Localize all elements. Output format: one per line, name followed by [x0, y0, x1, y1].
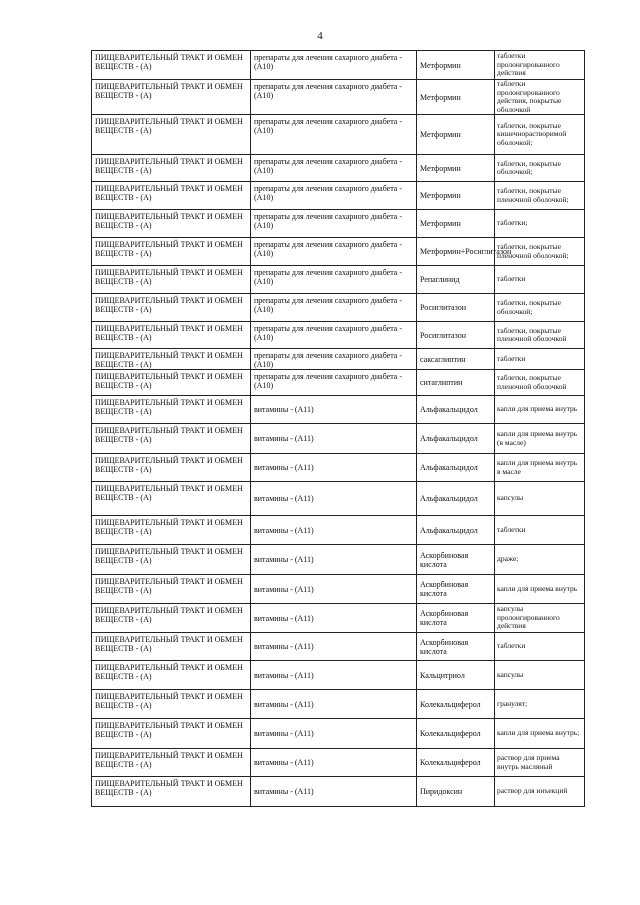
- drug-name-cell: Росиглитазон: [417, 294, 495, 322]
- subgroup-cell: препараты для лечения сахарного диабета - (А10): [251, 322, 417, 349]
- group-cell: ПИЩЕВАРИТЕЛЬНЫЙ ТРАКТ И ОБМЕН ВЕЩЕСТВ - (А): [92, 396, 251, 424]
- dosage-form-cell: таблетки пролонгированного действия: [495, 51, 585, 80]
- dosage-form-cell: таблетки: [495, 266, 585, 294]
- group-cell: ПИЩЕВАРИТЕЛЬНЫЙ ТРАКТ И ОБМЕН ВЕЩЕСТВ - (А): [92, 749, 251, 777]
- dosage-form-cell: таблетки, покрытые пленочной оболочкой: [495, 370, 585, 396]
- drug-name-cell: Метформин: [417, 115, 495, 155]
- table-row: [92, 777, 585, 807]
- dosage-form-cell: таблетки, покрытые кишечнорастворимой оболочкой;: [495, 115, 585, 155]
- subgroup-cell: витамины - (А11): [251, 633, 417, 661]
- drug-list-table: [91, 50, 585, 807]
- group-cell: ПИЩЕВАРИТЕЛЬНЫЙ ТРАКТ И ОБМЕН ВЕЩЕСТВ - (А): [92, 777, 251, 807]
- table-row: [92, 396, 585, 424]
- table-row: [92, 424, 585, 454]
- dosage-form-cell: капли для приема внутрь в масле: [495, 454, 585, 482]
- subgroup-cell: препараты для лечения сахарного диабета - (А10): [251, 80, 417, 115]
- dosage-form-cell: таблетки, покрытые оболочкой;: [495, 155, 585, 182]
- drug-name-cell: Пиридоксин: [417, 777, 495, 807]
- group-cell: ПИЩЕВАРИТЕЛЬНЫЙ ТРАКТ И ОБМЕН ВЕЩЕСТВ - (А): [92, 322, 251, 349]
- page-number: 4: [317, 30, 323, 42]
- drug-name-cell: Колекальциферол: [417, 719, 495, 749]
- subgroup-cell: препараты для лечения сахарного диабета - (А10): [251, 115, 417, 155]
- subgroup-cell: препараты для лечения сахарного диабета - (А10): [251, 370, 417, 396]
- table-row: [92, 51, 585, 80]
- subgroup-cell: витамины - (А11): [251, 690, 417, 719]
- drug-name-cell: ситаглиптин: [417, 370, 495, 396]
- group-cell: ПИЩЕВАРИТЕЛЬНЫЙ ТРАКТ И ОБМЕН ВЕЩЕСТВ - (А): [92, 266, 251, 294]
- group-cell: ПИЩЕВАРИТЕЛЬНЫЙ ТРАКТ И ОБМЕН ВЕЩЕСТВ - (А): [92, 182, 251, 210]
- group-cell: ПИЩЕВАРИТЕЛЬНЫЙ ТРАКТ И ОБМЕН ВЕЩЕСТВ - (А): [92, 516, 251, 545]
- subgroup-cell: витамины - (А11): [251, 604, 417, 633]
- table-row: [92, 238, 585, 266]
- dosage-form-cell: капсулы: [495, 482, 585, 516]
- drug-name-cell: Метформин: [417, 51, 495, 80]
- dosage-form-cell: капсулы пролонгированного действия: [495, 604, 585, 633]
- subgroup-cell: препараты для лечения сахарного диабета - (А10): [251, 182, 417, 210]
- drug-name-cell: Метформин: [417, 80, 495, 115]
- group-cell: ПИЩЕВАРИТЕЛЬНЫЙ ТРАКТ И ОБМЕН ВЕЩЕСТВ - (А): [92, 454, 251, 482]
- subgroup-cell: препараты для лечения сахарного диабета - (А10): [251, 51, 417, 80]
- dosage-form-cell: капсулы: [495, 661, 585, 690]
- table-row: [92, 575, 585, 604]
- table-row: [92, 545, 585, 575]
- drug-name-cell: Метформин: [417, 210, 495, 238]
- dosage-form-cell: капли для приема внутрь: [495, 575, 585, 604]
- group-cell: ПИЩЕВАРИТЕЛЬНЫЙ ТРАКТ И ОБМЕН ВЕЩЕСТВ - (А): [92, 575, 251, 604]
- dosage-form-cell: капли для приема внутрь (в масле): [495, 424, 585, 454]
- drug-name-cell: Колекальциферол: [417, 749, 495, 777]
- table-row: [92, 633, 585, 661]
- group-cell: ПИЩЕВАРИТЕЛЬНЫЙ ТРАКТ И ОБМЕН ВЕЩЕСТВ - (А): [92, 294, 251, 322]
- table-row: [92, 182, 585, 210]
- group-cell: ПИЩЕВАРИТЕЛЬНЫЙ ТРАКТ И ОБМЕН ВЕЩЕСТВ - (А): [92, 690, 251, 719]
- dosage-form-cell: капли для приема внутрь: [495, 396, 585, 424]
- dosage-form-cell: таблетки: [495, 349, 585, 370]
- group-cell: ПИЩЕВАРИТЕЛЬНЫЙ ТРАКТ И ОБМЕН ВЕЩЕСТВ - (А): [92, 482, 251, 516]
- drug-name-cell: Кальцитриол: [417, 661, 495, 690]
- drug-name-cell: Альфакальцидол: [417, 482, 495, 516]
- drug-name-cell: Колекальциферол: [417, 690, 495, 719]
- subgroup-cell: витамины - (А11): [251, 545, 417, 575]
- subgroup-cell: препараты для лечения сахарного диабета - (А10): [251, 155, 417, 182]
- table-row: [92, 322, 585, 349]
- group-cell: ПИЩЕВАРИТЕЛЬНЫЙ ТРАКТ И ОБМЕН ВЕЩЕСТВ - (А): [92, 370, 251, 396]
- table-row: [92, 454, 585, 482]
- subgroup-cell: препараты для лечения сахарного диабета - (А10): [251, 210, 417, 238]
- dosage-form-cell: таблетки: [495, 633, 585, 661]
- dosage-form-cell: драже;: [495, 545, 585, 575]
- group-cell: ПИЩЕВАРИТЕЛЬНЫЙ ТРАКТ И ОБМЕН ВЕЩЕСТВ - (А): [92, 424, 251, 454]
- group-cell: ПИЩЕВАРИТЕЛЬНЫЙ ТРАКТ И ОБМЕН ВЕЩЕСТВ - (А): [92, 545, 251, 575]
- subgroup-cell: витамины - (А11): [251, 719, 417, 749]
- group-cell: ПИЩЕВАРИТЕЛЬНЫЙ ТРАКТ И ОБМЕН ВЕЩЕСТВ - (А): [92, 633, 251, 661]
- table-row: [92, 210, 585, 238]
- subgroup-cell: витамины - (А11): [251, 575, 417, 604]
- subgroup-cell: препараты для лечения сахарного диабета - (А10): [251, 266, 417, 294]
- drug-name-cell: Альфакальцидол: [417, 396, 495, 424]
- subgroup-cell: витамины - (А11): [251, 516, 417, 545]
- dosage-form-cell: таблетки, покрытые пленочной оболочкой;: [495, 182, 585, 210]
- group-cell: ПИЩЕВАРИТЕЛЬНЫЙ ТРАКТ И ОБМЕН ВЕЩЕСТВ - (А): [92, 349, 251, 370]
- subgroup-cell: витамины - (А11): [251, 454, 417, 482]
- subgroup-cell: витамины - (А11): [251, 777, 417, 807]
- drug-name-cell: Аскорбиновая кислота: [417, 575, 495, 604]
- drug-name-cell: Аскорбиновая кислота: [417, 633, 495, 661]
- drug-name-cell: Росиглитазон: [417, 322, 495, 349]
- table-row: [92, 115, 585, 155]
- group-cell: ПИЩЕВАРИТЕЛЬНЫЙ ТРАКТ И ОБМЕН ВЕЩЕСТВ - (А): [92, 51, 251, 80]
- table-row: [92, 719, 585, 749]
- dosage-form-cell: таблетки, покрытые пленочной оболочкой: [495, 322, 585, 349]
- drug-name-cell: Альфакальцидол: [417, 454, 495, 482]
- table-row: [92, 749, 585, 777]
- drug-name-cell: Альфакальцидол: [417, 424, 495, 454]
- group-cell: ПИЩЕВАРИТЕЛЬНЫЙ ТРАКТ И ОБМЕН ВЕЩЕСТВ - (А): [92, 661, 251, 690]
- subgroup-cell: препараты для лечения сахарного диабета - (А10): [251, 238, 417, 266]
- table-row: [92, 604, 585, 633]
- drug-name-cell: Метформин: [417, 155, 495, 182]
- group-cell: ПИЩЕВАРИТЕЛЬНЫЙ ТРАКТ И ОБМЕН ВЕЩЕСТВ - (А): [92, 210, 251, 238]
- dosage-form-cell: раствор для инъекций: [495, 777, 585, 807]
- table-body: [92, 51, 585, 807]
- dosage-form-cell: таблетки: [495, 516, 585, 545]
- drug-name-cell: саксаглиптин: [417, 349, 495, 370]
- dosage-form-cell: таблетки, покрытые оболочкой;: [495, 294, 585, 322]
- table-row: [92, 266, 585, 294]
- dosage-form-cell: таблетки пролонгированного действия, покрытые оболочкой: [495, 80, 585, 115]
- group-cell: ПИЩЕВАРИТЕЛЬНЫЙ ТРАКТ И ОБМЕН ВЕЩЕСТВ - (А): [92, 604, 251, 633]
- table-row: [92, 516, 585, 545]
- dosage-form-cell: раствор для приема внутрь масляный: [495, 749, 585, 777]
- drug-name-cell: Аскорбиновая кислота: [417, 604, 495, 633]
- table-row: [92, 690, 585, 719]
- subgroup-cell: витамины - (А11): [251, 749, 417, 777]
- group-cell: ПИЩЕВАРИТЕЛЬНЫЙ ТРАКТ И ОБМЕН ВЕЩЕСТВ - (А): [92, 238, 251, 266]
- table-row: [92, 294, 585, 322]
- subgroup-cell: витамины - (А11): [251, 424, 417, 454]
- table-row: [92, 482, 585, 516]
- table-row: [92, 155, 585, 182]
- subgroup-cell: витамины - (А11): [251, 661, 417, 690]
- table-row: [92, 661, 585, 690]
- subgroup-cell: препараты для лечения сахарного диабета - (А10): [251, 349, 417, 370]
- table-row: [92, 370, 585, 396]
- subgroup-cell: витамины - (А11): [251, 482, 417, 516]
- dosage-form-cell: таблетки, покрытые пленочной оболочкой;: [495, 238, 585, 266]
- group-cell: ПИЩЕВАРИТЕЛЬНЫЙ ТРАКТ И ОБМЕН ВЕЩЕСТВ - (А): [92, 115, 251, 155]
- table-row: [92, 349, 585, 370]
- drug-name-cell: Метформин: [417, 182, 495, 210]
- dosage-form-cell: капли для приема внутрь;: [495, 719, 585, 749]
- table-row: [92, 80, 585, 115]
- drug-name-cell: Альфакальцидол: [417, 516, 495, 545]
- drug-name-cell: Аскорбиновая кислота: [417, 545, 495, 575]
- drug-name-cell: Репаглинид: [417, 266, 495, 294]
- drug-name-cell: Метформин+Росиглитазон: [417, 238, 495, 266]
- subgroup-cell: препараты для лечения сахарного диабета - (А10): [251, 294, 417, 322]
- dosage-form-cell: таблетки;: [495, 210, 585, 238]
- group-cell: ПИЩЕВАРИТЕЛЬНЫЙ ТРАКТ И ОБМЕН ВЕЩЕСТВ - (А): [92, 80, 251, 115]
- group-cell: ПИЩЕВАРИТЕЛЬНЫЙ ТРАКТ И ОБМЕН ВЕЩЕСТВ - (А): [92, 719, 251, 749]
- group-cell: ПИЩЕВАРИТЕЛЬНЫЙ ТРАКТ И ОБМЕН ВЕЩЕСТВ - (А): [92, 155, 251, 182]
- dosage-form-cell: гранулят;: [495, 690, 585, 719]
- subgroup-cell: витамины - (А11): [251, 396, 417, 424]
